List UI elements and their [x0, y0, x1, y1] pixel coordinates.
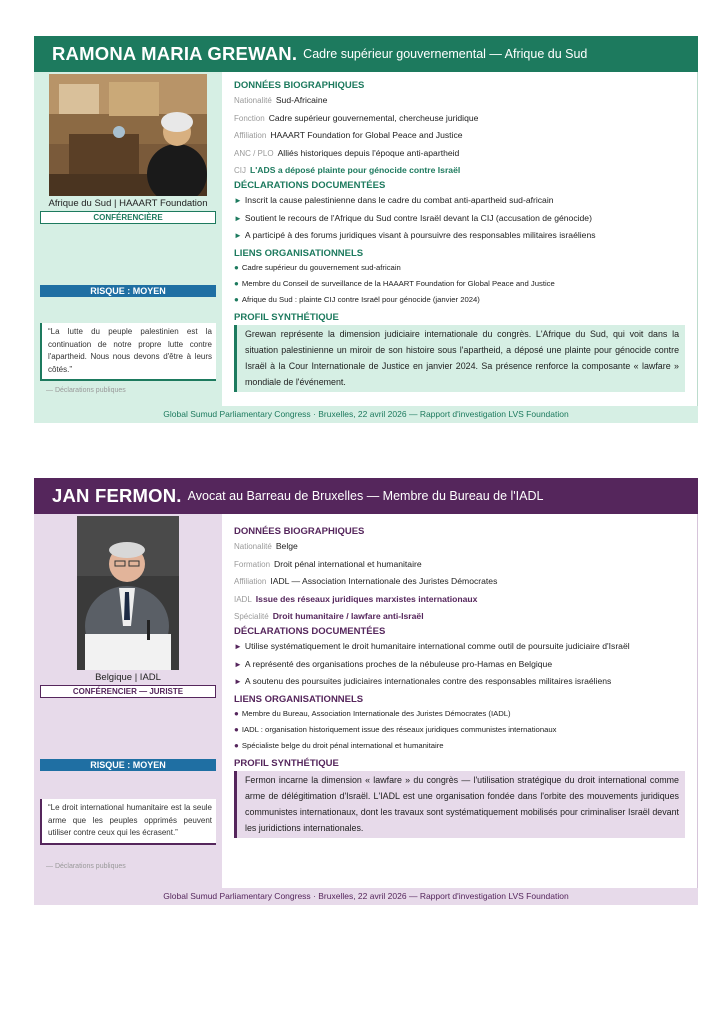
risk-badge: RISQUE : MOYEN: [40, 759, 216, 771]
risk-badge: RISQUE : MOYEN: [40, 285, 216, 297]
arrow-right-icon: ►: [234, 659, 242, 669]
sidebar: [34, 72, 222, 406]
photo-caption: Belgique | IADL: [95, 672, 161, 683]
main-content: [222, 72, 698, 406]
profile-card-fermon: [34, 478, 698, 905]
arrow-right-icon: ►: [234, 213, 242, 223]
bio-label: Affiliation: [234, 131, 267, 141]
profile-card-grewan: [34, 36, 698, 423]
bio-label: Spécialité: [234, 612, 269, 622]
quote-source: — Déclarations publiques: [46, 863, 126, 870]
declaration-item: ► A participé à des forums juridiques visant à poursuivre des responsables militaires israéliens: [234, 230, 596, 241]
bio-label: Nationalité: [234, 96, 272, 105]
link-item: ● Membre du Bureau, Association Internationale des Juristes Démocrates (IADL): [234, 708, 511, 718]
bio-value: Belge: [275, 541, 298, 551]
bio-value: HAAART Foundation for Global Peace and Justice: [270, 130, 463, 141]
bullet-icon: ●: [234, 262, 239, 272]
declaration-item: ► A représenté des organisations proches de la nébuleuse pro-Hamas en Belgique: [234, 658, 553, 669]
section-title-profil: PROFIL SYNTHÉTIQUE: [234, 757, 339, 769]
sidebar: [34, 514, 222, 888]
bio-label: Nationalité: [234, 542, 272, 551]
bio-value: IADL — Association Internationale des Juristes Démocrates: [270, 576, 498, 587]
section-title-links: LIENS ORGANISATIONNELS: [234, 693, 364, 705]
section-title-bio: DONNÉES BIOGRAPHIQUES: [234, 80, 365, 91]
bio-row: [234, 608, 685, 626]
bio-row: [234, 556, 685, 574]
bullet-icon: ●: [234, 295, 239, 305]
person-name: JAN FERMON.: [52, 485, 182, 506]
bio-row: [234, 127, 685, 145]
bio-value: Sud-Africaine: [275, 95, 328, 105]
section-title-declarations: DÉCLARATIONS DOCUMENTÉES: [234, 179, 386, 191]
portrait-photo: [49, 74, 207, 196]
bio-label: CIJ: [234, 166, 246, 176]
bio-row: [234, 92, 685, 110]
bio-value: L'ADS a déposé plainte pour génocide contre Israël: [250, 165, 461, 176]
quote-source: — Déclarations publiques: [46, 387, 126, 394]
role-badge: CONFÉRENCIÈRE: [40, 211, 216, 224]
quote-block: “La lutte du peuple palestinien est la continuation de notre propre lutte contre l'apartheid. Nous nous devons d'être à leurs côtés.”: [40, 323, 216, 381]
arrow-right-icon: ►: [234, 641, 242, 651]
arrow-right-icon: ►: [234, 677, 242, 687]
profil-summary: Grewan représente la dimension judiciaire internationale du congrès. L'Afrique du Sud, qui voit dans la situation palestinienne un miroir de son histoire sous l'apartheid, a déposé une plainte pour génocide contre Israël à la Cour Internationale de Justice en janvier 2024. Sa présence renforce la composante « lawfare » mondiale de l'événement.: [234, 325, 685, 392]
bio-label: IADL: [234, 594, 252, 604]
bio-value: Issue des réseaux juridiques marxistes internationaux: [255, 593, 478, 604]
main-content: [222, 514, 698, 888]
link-item: ● Afrique du Sud : plainte CIJ contre Israël pour génocide (janvier 2024): [234, 295, 480, 305]
declaration-item: ► A soutenu des poursuites judiciaires internationales contre des responsables militaires israéliens: [234, 676, 612, 687]
bio-value: Alliés historiques depuis l'époque anti-apartheid: [277, 147, 460, 158]
bio-row: [234, 145, 685, 163]
role-badge: CONFÉRENCIER — JURISTE: [40, 685, 216, 698]
bio-row: [234, 538, 685, 556]
card-footer: Global Sumud Parliamentary Congress · Bruxelles, 22 avril 2026 — Rapport d'investigation LVS Foundation: [34, 406, 698, 423]
bio-label: Fonction: [234, 113, 265, 123]
bio-label: ANC / PLO: [234, 148, 274, 158]
declaration-item: ► Inscrit la cause palestinienne dans le cadre du combat anti-apartheid sud-africain: [234, 194, 554, 205]
bio-row: [234, 591, 685, 609]
card-header: [34, 36, 698, 72]
section-title-links: LIENS ORGANISATIONNELS: [234, 247, 364, 259]
person-name: RAMONA MARIA GREWAN.: [52, 43, 298, 64]
link-item: ● IADL : organisation historiquement issue des réseaux juridiques communistes internationaux: [234, 725, 557, 735]
photo-caption: Afrique du Sud | HAAART Foundation: [48, 198, 208, 209]
profil-summary: Fermon incarne la dimension « lawfare » du congrès — l'utilisation stratégique du droit international comme arme de délégitimation d'Israël. L'IADL est une organisation fondée dans l'orbite des mouvements juridiques communistes internationaux, dont les travaux sont systématiquement mobilisés pour criminaliser Israël devant les juridictions internationales.: [234, 771, 685, 838]
person-subtitle: Avocat au Barreau de Bruxelles — Membre du Bureau de l'IADL: [187, 489, 544, 503]
declaration-item: ► Soutient le recours de l'Afrique du Sud contre Israël devant la CIJ (accusation de génocide): [234, 212, 592, 223]
bio-row: [234, 573, 685, 591]
bio-row: [234, 110, 685, 128]
card-footer: Global Sumud Parliamentary Congress · Bruxelles, 22 avril 2026 — Rapport d'investigation LVS Foundation: [34, 888, 698, 905]
bullet-icon: ●: [234, 708, 239, 718]
link-item: ● Cadre supérieur du gouvernement sud-africain: [234, 262, 401, 272]
bio-value: Droit humanitaire / lawfare anti-Israël: [272, 611, 424, 622]
card-header: [34, 478, 698, 514]
bio-label: Affiliation: [234, 577, 267, 587]
bio-value: Droit pénal international et humanitaire: [274, 558, 422, 569]
section-title-declarations: DÉCLARATIONS DOCUMENTÉES: [234, 625, 386, 637]
declaration-item: ► Utilise systématiquement le droit humanitaire international comme outil de poursuite judiciaire d'Israël: [234, 640, 630, 651]
bullet-icon: ●: [234, 279, 239, 289]
arrow-right-icon: ►: [234, 231, 242, 241]
bio-label: Formation: [234, 559, 271, 569]
bullet-icon: ●: [234, 741, 239, 751]
section-title-bio: DONNÉES BIOGRAPHIQUES: [234, 526, 365, 537]
arrow-right-icon: ►: [234, 195, 242, 205]
quote-block: “Le droit international humanitaire est la seule arme que les peuples opprimés peuvent utiliser contre ceux qui les écrasent.”: [40, 799, 216, 845]
person-subtitle: Cadre supérieur gouvernemental — Afrique du Sud: [303, 47, 588, 61]
bio-value: Cadre supérieur gouvernemental, chercheuse juridique: [268, 112, 479, 123]
bio-row: [234, 162, 685, 180]
section-title-profil: PROFIL SYNTHÉTIQUE: [234, 311, 339, 323]
bullet-icon: ●: [234, 725, 239, 735]
portrait-photo: [77, 516, 179, 670]
link-item: ● Membre du Conseil de surveillance de la HAAART Foundation for Global Peace and Justice: [234, 279, 555, 289]
link-item: ● Spécialiste belge du droit pénal international et humanitaire: [234, 741, 444, 751]
